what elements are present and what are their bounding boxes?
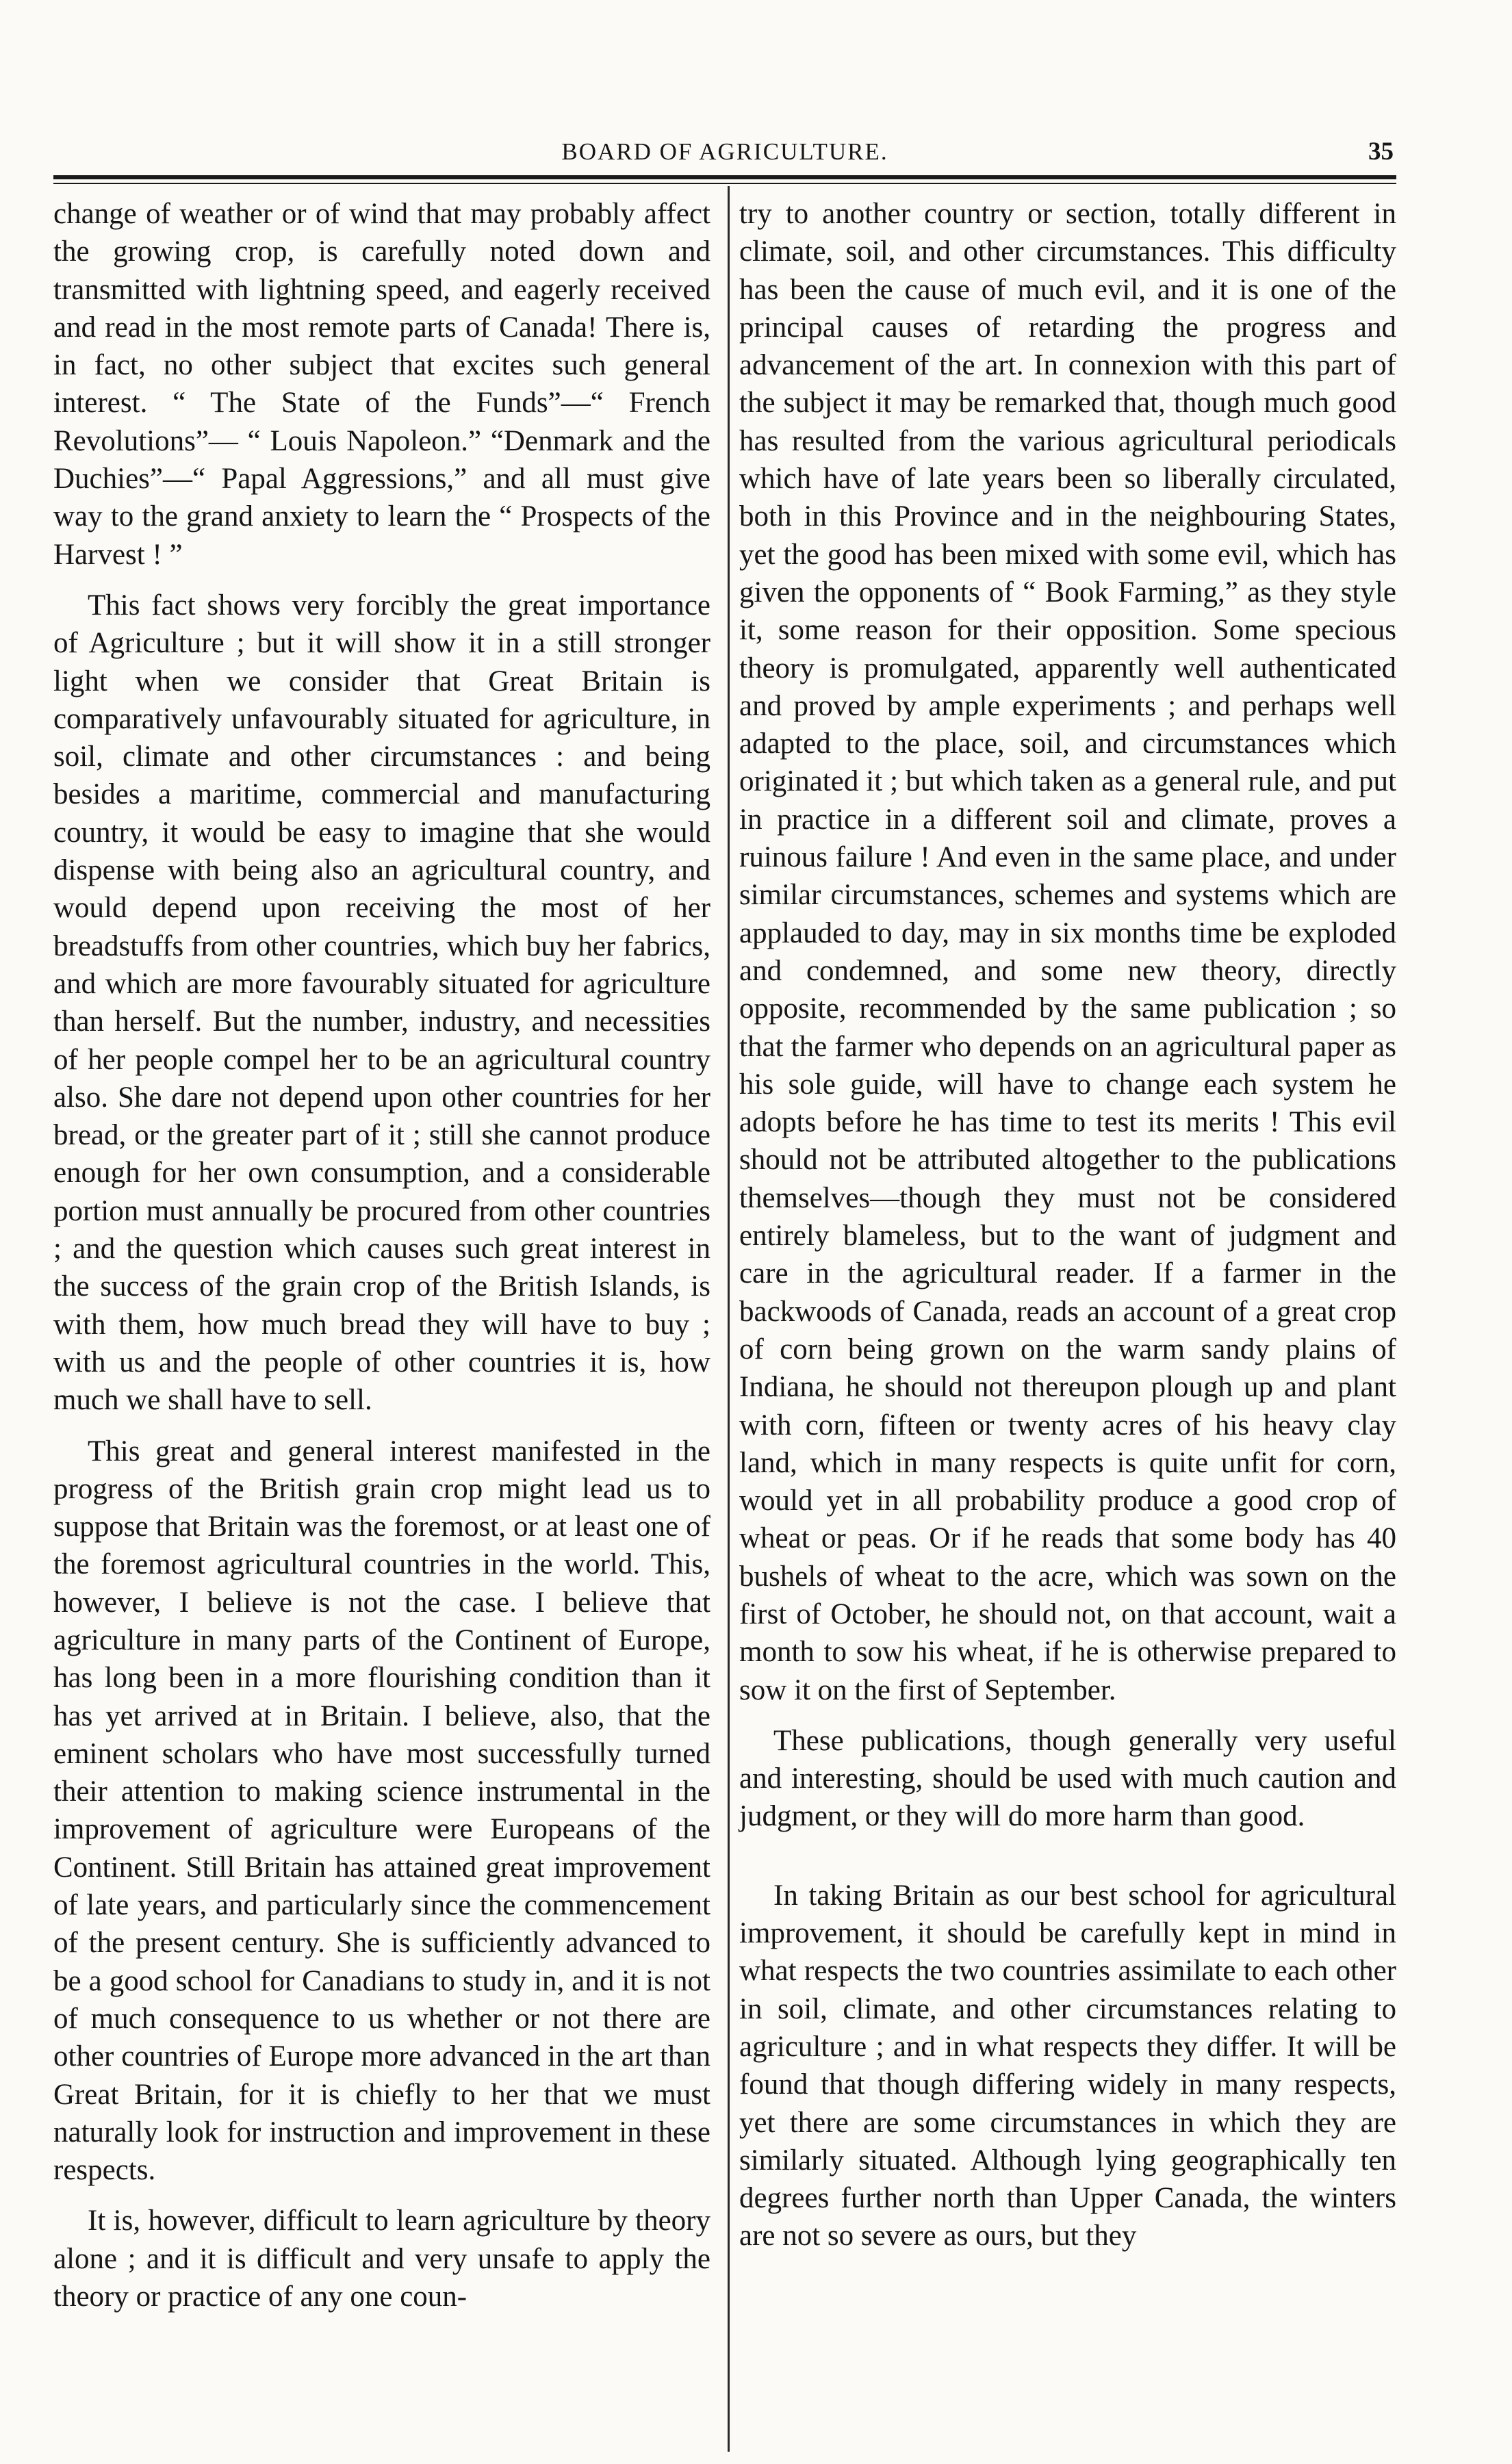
paragraph: This fact shows very forcibly the great importance of Agriculture ; but it will show it in a still stronger light when we consider that Great Britain is comparatively unfavourably situated for agriculture, in soil, climate and other circumstances : and being besides a maritime, commercial and manufacturing country, it would be easy to imagine that she would dispense with being also an agricultural country, and would depend upon receiving the most of her breadstuffs from other countries, which buy her fabrics, and which are more favourably situated for agriculture than herself. But the number, industry, and necessities of her people compel her to be an agricultural country also. She dare not depend upon other countries for her bread, or the greater part of it ; still she cannot produce enough for her own consumption, and a considerable portion must annually be procured from other countries ; and the question which causes such great interest in the success of the grain crop of the British Islands, is with them, how much bread they will have to buy ; with us and the people of other countries it is, how much we shall have to sell. <box>53 589 710 1417</box>
paragraph: It is, however, difficult to learn agriculture by theory alone ; and it is difficult and very unsafe to apply the theory or practice of any one coun- <box>53 2205 710 2313</box>
paragraph: change of weather or of wind that may probably affect the growing crop, is carefully noted down and transmitted with lightning speed, and eagerly received and read in the most remote parts of Canada! There is, in fact, no other subject that excites such general interest. “ The State of the Funds”—“ French Revolutions”— “ Louis Napoleon.” “Denmark and the Duchies”—“ Papal Aggressions,” and all must give way to the grand anxiety to learn the “ Prospects of the Harvest ! ” <box>53 198 710 571</box>
header-rule-thin <box>53 183 1396 184</box>
paragraph: This great and general interest manifested in the progress of the British grain crop might lead us to suppose that Britain was the foremost, or at least one of the foremost agricultural countries in the world. This, however, I believe is not the case. I believe that agriculture in many parts of the Continent of Europe, has long been in a more flourishing condition than it has yet arrived at in Britain. I believe, also, that the eminent scholars who have most successfully turned their attention to making science instrumental in the improvement of agriculture were Europeans of the Continent. Still Britain has attained great improvement of late years, and particularly since the commencement of the present century. She is sufficiently advanced to be a good school for Canadians to study in, and it is not of much consequence to us whether or not there are other countries of Europe more advanced in the art than Great Britain, for it is chiefly to her that we must naturally look for instruction and improvement in these respects. <box>53 1435 710 2187</box>
right-column <box>739 195 1396 2255</box>
page-number: 35 <box>1368 138 1394 166</box>
header-rule-thick <box>53 175 1396 179</box>
paragraph: These publications, though generally very useful and interesting, should be used with much caution and judgment, or they will do more harm than good. <box>739 1724 1396 1833</box>
paragraph: try to another country or section, totally different in climate, soil, and other circumstances. This difficulty has been the cause of much evil, and it is one of the principal causes of retarding the progress and advancement of the art. In connexion with this part of the subject it may be remarked that, though much good has resulted from the various agricultural periodicals which have of late years been so liberally circulated, both in this Province and in the neighbouring States, yet the good has been mixed with some evil, which has given the opponents of “ Book Farming,” as they style it, some reason for their opposition. Some specious theory is promulgated, apparently well authenticated and proved by ample experiments ; and perhaps well adapted to the place, soil, and circumstances which originated it ; but which taken as a general rule, and put in practice in a different soil and climate, proves a ruinous failure ! And even in the same place, and under similar circumstances, schemes and systems which are applauded to day, may in six months time be exploded and condemned, and some new theory, directly opposite, recommended by the same publication ; so that the farmer who depends on an agricultural paper as his sole guide, will have to change each system he adopts before he has time to test its merits ! This evil should not be attributed altogether to the publications themselves—though they must not be considered entirely blameless, but to the want of judgment and care in the agricultural reader. If a farmer in the backwoods of Canada, reads an account of a great crop of corn being grown on the warm sandy plains of Indiana, he should not thereupon plough up and plant with corn, fifteen or twenty acres of his heavy clay land, which in many respects is quite unfit for corn, would yet in all probability produce a good crop of wheat or peas. Or if he reads that some body has 40 bushels of wheat to the acre, which was sown on the first of October, he should not, on that account, wait a month to sow his wheat, if he is otherwise prepared to sow it on the first of September. <box>739 198 1396 1706</box>
column-divider <box>728 186 730 2452</box>
running-title: BOARD OF AGRICULTURE. <box>561 138 888 165</box>
left-column <box>53 195 710 2315</box>
paragraph: In taking Britain as our best school for agricultural improvement, it should be carefully kept in mind in what respects the two countries assimilate to each other in soil, climate, and other circumstances relating to agriculture ; and in what respects they differ. It will be found that though differing widely in many respects, yet there are some circumstances in which they are similarly situated. Although lying geographically ten degrees further north than Upper Canada, the winters are not so severe as ours, but they <box>739 1879 1396 2253</box>
